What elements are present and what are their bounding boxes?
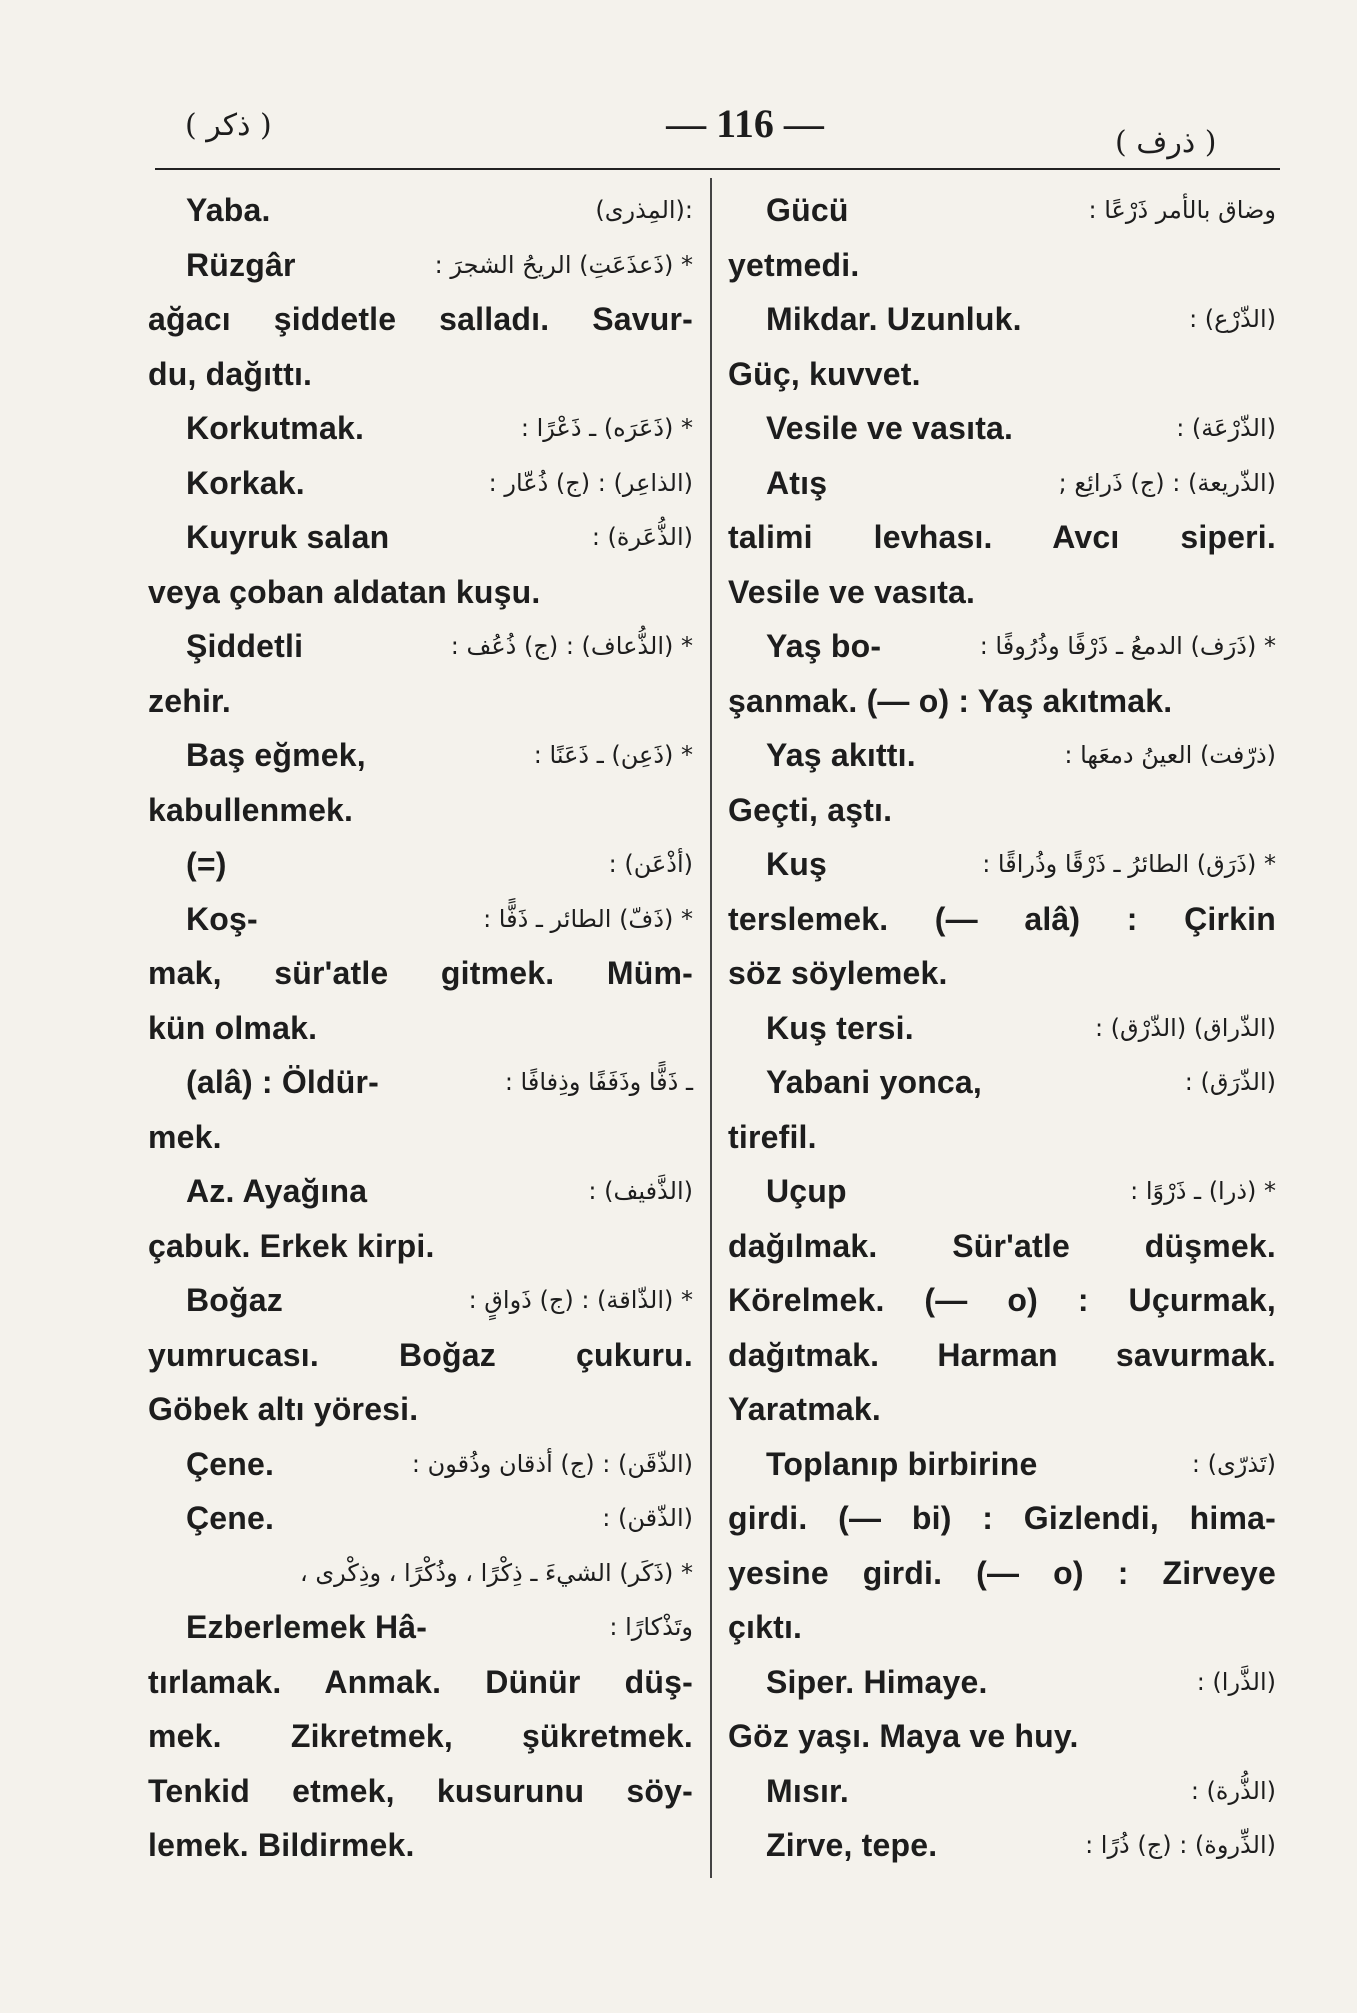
- left-entry-arabic-headword: * (الذُّعاف) : (ج) ذُعُف :: [450, 632, 693, 660]
- right-entry-line: [728, 1273, 1276, 1328]
- right-entry-turkish-text: Gücü: [766, 192, 849, 228]
- right-entry-line: [728, 1219, 1276, 1274]
- right-entry-line: [728, 292, 1276, 347]
- right-entry-arabic-headword: (الذّرَق) :: [1184, 1068, 1276, 1096]
- right-column: [728, 183, 1276, 1873]
- header-rule: [155, 168, 1280, 170]
- left-entry-turkish-text: lemek. Bildirmek.: [148, 1827, 415, 1863]
- right-entry-turkish-text: dağıtmak. Harman savurmak.: [728, 1336, 1276, 1373]
- right-entry-turkish-text: yesine girdi. (— o) : Zirveye: [728, 1554, 1276, 1591]
- left-entry-line: [148, 619, 693, 674]
- right-entry-line: [728, 456, 1276, 511]
- left-entry-line: [148, 401, 693, 456]
- right-entry-line: [728, 1709, 1276, 1764]
- left-entry-turkish-text: Koş-: [186, 900, 258, 937]
- left-entry-turkish-text: kün olmak.: [148, 1009, 318, 1046]
- left-entry-arabic-headword: * (ذَكَر) الشيءَ ـ ذِكْرًا ، وذُكْرًا ، وذِكْرى ،: [299, 1558, 693, 1587]
- right-running-heading: ( ذرف ): [1115, 125, 1217, 160]
- left-entry-line: [148, 347, 693, 402]
- right-entry-line: [728, 1110, 1276, 1165]
- right-entry-arabic-headword: (الذّرْع) :: [1189, 305, 1276, 333]
- left-entry-turkish-text: ağacı şiddetle salladı. Savur-: [148, 301, 693, 337]
- left-entry-turkish-text: Ezberlemek Hâ-: [186, 1609, 428, 1645]
- left-entry-line: [148, 1219, 693, 1274]
- right-entry-arabic-headword: (الذُّرة) :: [1190, 1776, 1276, 1805]
- right-entry-turkish-text: terslemek. (— alâ) : Çirkin: [728, 900, 1276, 937]
- left-entry-arabic-headword: وتَذْكارًا :: [609, 1613, 693, 1641]
- left-entry-arabic-headword: * (ذَعَرَه) ـ ذَعْرًا :: [520, 414, 693, 442]
- left-entry-arabic-headword: (أذْعَن) :: [608, 850, 693, 878]
- right-entry-line: [728, 1437, 1276, 1492]
- right-entry-turkish-text: çıktı.: [728, 1609, 803, 1645]
- right-entry-line: [728, 1764, 1276, 1819]
- right-entry-line: [728, 401, 1276, 456]
- left-entry-line: [148, 1273, 693, 1328]
- left-entry-arabic-headword: (الذُّعَرة) :: [591, 523, 693, 551]
- left-entry-turkish-text: Şiddetli: [186, 628, 304, 664]
- left-entry-line: [148, 1164, 693, 1219]
- right-entry-turkish-text: Kuş: [766, 846, 828, 882]
- right-entry-line: [728, 565, 1276, 620]
- column-divider: [710, 178, 712, 1878]
- right-entry-arabic-headword: (الذِّروة) : (ج) ذُرًا :: [1085, 1831, 1276, 1859]
- left-entry-line: [148, 1546, 693, 1601]
- right-entry-turkish-text: dağılmak. Sür'atle düşmek.: [728, 1227, 1276, 1264]
- right-entry-turkish-text: yetmedi.: [728, 246, 860, 283]
- left-entry-line: [148, 565, 693, 620]
- right-entry-arabic-headword: * (ذَرَق) الطائرُ ـ ذَرْقًا وذُراقًا :: [982, 850, 1276, 878]
- right-entry-turkish-text: Vesile ve vasıta.: [766, 410, 1014, 446]
- right-entry-line: [728, 892, 1276, 947]
- right-entry-line: [728, 1164, 1276, 1219]
- left-column: [148, 183, 693, 1873]
- left-entry-turkish-text: Az. Ayağına: [186, 1173, 368, 1209]
- right-entry-arabic-headword: * (ذرا) ـ ذَرْوًا :: [1130, 1177, 1276, 1205]
- right-entry-turkish-text: şanmak. (— o) : Yaş akıtmak.: [728, 682, 1173, 719]
- right-entry-turkish-text: Körelmek. (— o) : Uçurmak,: [728, 1282, 1276, 1318]
- right-entry-turkish-text: Göz yaşı. Maya ve huy.: [728, 1718, 1079, 1754]
- left-entry-arabic-headword: ـ ذَفًّا وذَفَفًا وذِفافًا :: [504, 1068, 693, 1096]
- right-entry-line: [728, 619, 1276, 674]
- left-entry-turkish-text: çabuk. Erkek kirpi.: [148, 1227, 435, 1264]
- right-entry-line: [728, 1001, 1276, 1056]
- right-entry-turkish-text: Vesile ve vasıta.: [728, 573, 976, 610]
- left-entry-turkish-text: Boğaz: [186, 1282, 283, 1318]
- left-entry-line: [148, 1709, 693, 1764]
- right-entry-arabic-headword: (الذّريعة) : (ج) ذَرائِع ;: [1058, 468, 1276, 497]
- left-entry-arabic-headword: * (الذّاقة) : (ج) ذَواقٍ :: [468, 1286, 693, 1314]
- page-number: — 116 —: [666, 101, 824, 146]
- left-entry-turkish-text: (=): [186, 846, 227, 882]
- left-entry-turkish-text: yumrucası. Boğaz çukuru.: [148, 1336, 693, 1373]
- right-entry-line: [728, 183, 1276, 238]
- right-entry-turkish-text: Uçup: [766, 1173, 847, 1209]
- right-entry-line: [728, 347, 1276, 402]
- left-entry-line: [148, 238, 693, 293]
- left-entry-turkish-text: kabullenmek.: [148, 791, 354, 828]
- left-entry-turkish-text: Kuyruk salan: [186, 519, 390, 555]
- left-entry-arabic-headword: (الذّقن) :: [602, 1504, 693, 1532]
- left-entry-turkish-text: (alâ) : Öldür-: [186, 1064, 380, 1100]
- right-entry-turkish-text: Zirve, tepe.: [766, 1827, 938, 1863]
- left-entry-line: [148, 183, 693, 238]
- right-entry-line: [728, 1382, 1276, 1437]
- left-entry-line: [148, 837, 693, 892]
- right-entry-line: [728, 1546, 1276, 1601]
- left-entry-line: [148, 1055, 693, 1110]
- right-entry-arabic-headword: (الذّرْعَة) :: [1176, 414, 1276, 442]
- right-entry-line: [728, 1491, 1276, 1546]
- left-entry-line: [148, 1600, 693, 1655]
- left-entry-line: [148, 783, 693, 838]
- right-entry-turkish-text: Atış: [766, 464, 828, 501]
- left-entry-arabic-headword: (الذاعِر) : (ج) ذُعّار :: [488, 468, 693, 497]
- left-entry-turkish-text: Tenkid etmek, kusurunu söy-: [148, 1772, 693, 1809]
- right-entry-arabic-headword: وضاق بالأمر ذَرْعًا :: [1088, 196, 1276, 224]
- left-entry-line: [148, 1110, 693, 1165]
- left-entry-turkish-text: Yaba.: [186, 192, 271, 228]
- left-entry-line: [148, 1764, 693, 1819]
- left-entry-turkish-text: Korkak.: [186, 464, 305, 501]
- left-entry-turkish-text: Çene.: [186, 1500, 275, 1536]
- right-entry-line: [728, 1600, 1276, 1655]
- left-entry-line: [148, 728, 693, 783]
- right-entry-arabic-headword: (تَذرّى) :: [1191, 1449, 1276, 1478]
- right-entry-line: [728, 238, 1276, 293]
- left-entry-line: [148, 1491, 693, 1546]
- right-entry-turkish-text: söz söylemek.: [728, 955, 948, 991]
- left-entry-arabic-headword: :(المِذرى): [595, 196, 693, 224]
- left-entry-line: [148, 1382, 693, 1437]
- right-entry-turkish-text: Siper. Himaye.: [766, 1663, 988, 1700]
- left-entry-arabic-headword: (الذَّفيف) :: [588, 1177, 693, 1205]
- left-entry-turkish-text: veya çoban aldatan kuşu.: [148, 573, 541, 610]
- left-entry-turkish-text: mek. Zikretmek, şükretmek.: [148, 1718, 693, 1754]
- right-entry-turkish-text: Kuş tersi.: [766, 1009, 914, 1046]
- right-entry-turkish-text: Yaş bo-: [766, 628, 882, 664]
- left-entry-line: [148, 674, 693, 729]
- left-entry-turkish-text: Göbek altı yöresi.: [148, 1391, 419, 1427]
- right-entry-arabic-headword: * (ذَرَف) الدمعُ ـ ذَرْفًا وذُرُوفًا :: [979, 632, 1276, 660]
- right-entry-turkish-text: Toplanıp birbirine: [766, 1445, 1038, 1482]
- left-entry-line: [148, 456, 693, 511]
- right-entry-arabic-headword: (الذّراق) (الذّرْق) :: [1094, 1013, 1276, 1042]
- left-entry-turkish-text: mek.: [148, 1118, 222, 1155]
- right-entry-line: [728, 1818, 1276, 1873]
- left-entry-arabic-headword: (الذّقَن) : (ج) أذقان وذُقون :: [411, 1449, 693, 1478]
- left-running-heading: ( ذكر ): [185, 108, 272, 143]
- left-entry-turkish-text: du, dağıttı.: [148, 355, 313, 392]
- left-entry-line: [148, 892, 693, 947]
- right-entry-line: [728, 674, 1276, 729]
- right-entry-turkish-text: Mikdar. Uzunluk.: [766, 301, 1022, 337]
- right-entry-turkish-text: Yabani yonca,: [766, 1064, 983, 1100]
- left-entry-turkish-text: zehir.: [148, 682, 232, 719]
- right-entry-turkish-text: Yaş akıttı.: [766, 737, 916, 773]
- right-entry-line: [728, 946, 1276, 1001]
- right-entry-turkish-text: Güç, kuvvet.: [728, 355, 921, 392]
- left-entry-turkish-text: Baş eğmek,: [186, 737, 366, 773]
- left-entry-turkish-text: tırlamak. Anmak. Dünür düş-: [148, 1663, 693, 1700]
- left-entry-turkish-text: Çene.: [186, 1445, 275, 1482]
- right-entry-line: [728, 1655, 1276, 1710]
- right-entry-line: [728, 1328, 1276, 1383]
- right-entry-line: [728, 728, 1276, 783]
- left-entry-arabic-headword: * (ذَعذَعَتِ) الريحُ الشجرَ :: [434, 250, 693, 279]
- left-entry-arabic-headword: * (ذَعِن) ـ ذَعَنًا :: [533, 741, 693, 769]
- right-entry-turkish-text: talimi levhası. Avcı siperi.: [728, 519, 1276, 555]
- right-entry-turkish-text: girdi. (— bi) : Gizlendi, hima-: [728, 1500, 1276, 1536]
- left-entry-line: [148, 1001, 693, 1056]
- right-entry-line: [728, 783, 1276, 838]
- left-entry-line: [148, 1655, 693, 1710]
- right-entry-turkish-text: tirefil.: [728, 1118, 817, 1155]
- right-entry-turkish-text: Geçti, aştı.: [728, 791, 893, 828]
- left-entry-arabic-headword: * (ذَفّ) الطائر ـ ذَفًّا :: [483, 904, 693, 933]
- left-entry-line: [148, 1437, 693, 1492]
- left-entry-turkish-text: Rüzgâr: [186, 246, 296, 283]
- left-entry-line: [148, 1818, 693, 1873]
- right-entry-line: [728, 837, 1276, 892]
- left-entry-line: [148, 946, 693, 1001]
- left-entry-turkish-text: mak, sür'atle gitmek. Müm-: [148, 955, 693, 991]
- right-entry-turkish-text: Mısır.: [766, 1772, 850, 1809]
- right-entry-arabic-headword: (ذرّفت) العينُ دمعَها :: [1064, 741, 1276, 769]
- right-entry-arabic-headword: (الذَّرا) :: [1196, 1667, 1276, 1696]
- left-entry-line: [148, 1328, 693, 1383]
- left-entry-line: [148, 510, 693, 565]
- left-entry-turkish-text: Korkutmak.: [186, 410, 365, 446]
- left-entry-line: [148, 292, 693, 347]
- right-entry-line: [728, 510, 1276, 565]
- right-entry-turkish-text: Yaratmak.: [728, 1391, 882, 1427]
- right-entry-line: [728, 1055, 1276, 1110]
